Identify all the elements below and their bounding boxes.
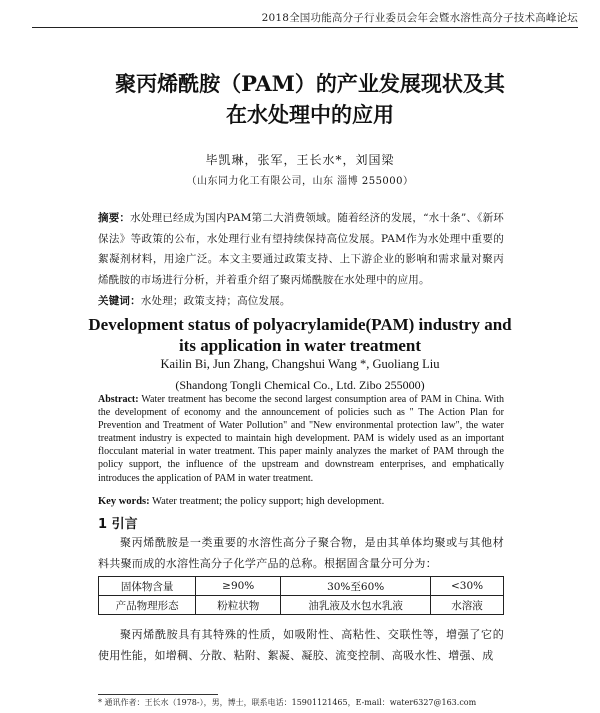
table-cell: 粉粒状物 — [196, 596, 281, 615]
table-cell: 产品物理形态 — [99, 596, 196, 615]
table-cell: 30%至60% — [281, 577, 431, 596]
intro-paragraph-1: 聚丙烯酰胺是一类重要的水溶性高分子聚合物，是由其单体均聚或与其他材料共聚而成的水溶性高分子化学产品的总称。根据固含量分可分为： — [98, 536, 504, 570]
solid-content-table — [98, 576, 504, 615]
abstract-cn — [98, 208, 504, 290]
keywords-en — [98, 496, 504, 507]
intro-paragraph-2: 聚丙烯酰胺具有其特殊的性质，如吸附性、高粘性、交联性等，增强了它的使用性能，如增稠、分散、粘附、絮凝、凝胶、流变控制、高吸水性、增强、成 — [98, 628, 504, 662]
table-cell: 油乳液及水包水乳液 — [281, 596, 431, 615]
footnote: * 通讯作者：王长水（1978-），男，博士，联系电话：15901121465，E-mail：water6327@163.com — [98, 698, 477, 707]
abstract-en-text: Water treatment has become the second largest consumption area of PAM in China. With the development of economy and the announcement of policies such as " The Action Plan for Prevention and Treatment of Water Pollution" and "New environmental protection law", the water treatment industry is expected to maintain high development. PAM is widely used as an important flocculant material in water treatment. This paper mainly analyzes the market of PAM through the policy support, the influence of the upstream and downstream enterprises, and emphatically introduces the application of PAM in water treatment. — [98, 394, 504, 484]
abstract-cn-text: 水处理已经成为国内PAM第二大消费领域。随着经济的发展，“水十条”、《新环保法》等政策的公布，水处理行业有望持续保持高位发展。PAM作为水处理中重要的絮凝剂材料，用途广泛。本文主要通过政策支持、上下游企业的影响和需求量对聚丙烯酰胺的市场进行分析，并着重介绍了聚丙烯酰胺在水处理中的应用。 — [98, 212, 504, 286]
affiliation-cn: （山东同力化工有限公司，山东 淄博 255000） — [186, 176, 414, 187]
footnote-rule — [98, 694, 218, 695]
table-cell: <30% — [431, 577, 504, 596]
keywords-cn-label: 关键词： — [98, 295, 141, 307]
section-heading: 1 引言 — [98, 517, 138, 532]
header-rule — [32, 27, 578, 28]
keywords-en-text: Water treatment; the policy support; high development. — [149, 496, 385, 507]
affiliation-en: (Shandong Tongli Chemical Co., Ltd. Zibo 255000) — [175, 378, 425, 392]
title-en-line2: its application in water treatment — [178, 336, 422, 355]
solid-content-table-body — [99, 577, 504, 615]
title-cn-line1: 聚丙烯酰胺（PAM）的产业发展现状及其 — [115, 71, 505, 96]
authors-cn: 毕凯琳，张军，王长水*，刘国梁 — [205, 153, 395, 167]
table-cell: ≥90% — [196, 577, 281, 596]
abstract-en-label: Abstract: — [98, 394, 139, 405]
paper-title-cn — [60, 68, 560, 130]
title-cn-line2: 在水处理中的应用 — [226, 102, 394, 127]
keywords-cn — [98, 291, 504, 312]
table-cell: 固体物含量 — [99, 577, 196, 596]
table-cell: 水溶液 — [431, 596, 504, 615]
running-header: 2018全国功能高分子行业委员会年会暨水溶性高分子技术高峰论坛 — [261, 12, 578, 24]
title-en-line1: Development status of polyacrylamide(PAM) industry and — [88, 315, 512, 334]
abstract-cn-label: 摘要： — [98, 212, 131, 224]
table-row — [99, 596, 504, 615]
keywords-en-label: Key words: — [98, 496, 150, 507]
paper-title-en — [80, 314, 520, 356]
keywords-cn-text: 水处理；政策支持；高位发展。 — [140, 295, 291, 307]
authors-en: Kailin Bi, Jun Zhang, Changshui Wang *, Guoliang Liu — [160, 357, 440, 371]
abstract-en — [98, 393, 504, 485]
table-row — [99, 577, 504, 596]
